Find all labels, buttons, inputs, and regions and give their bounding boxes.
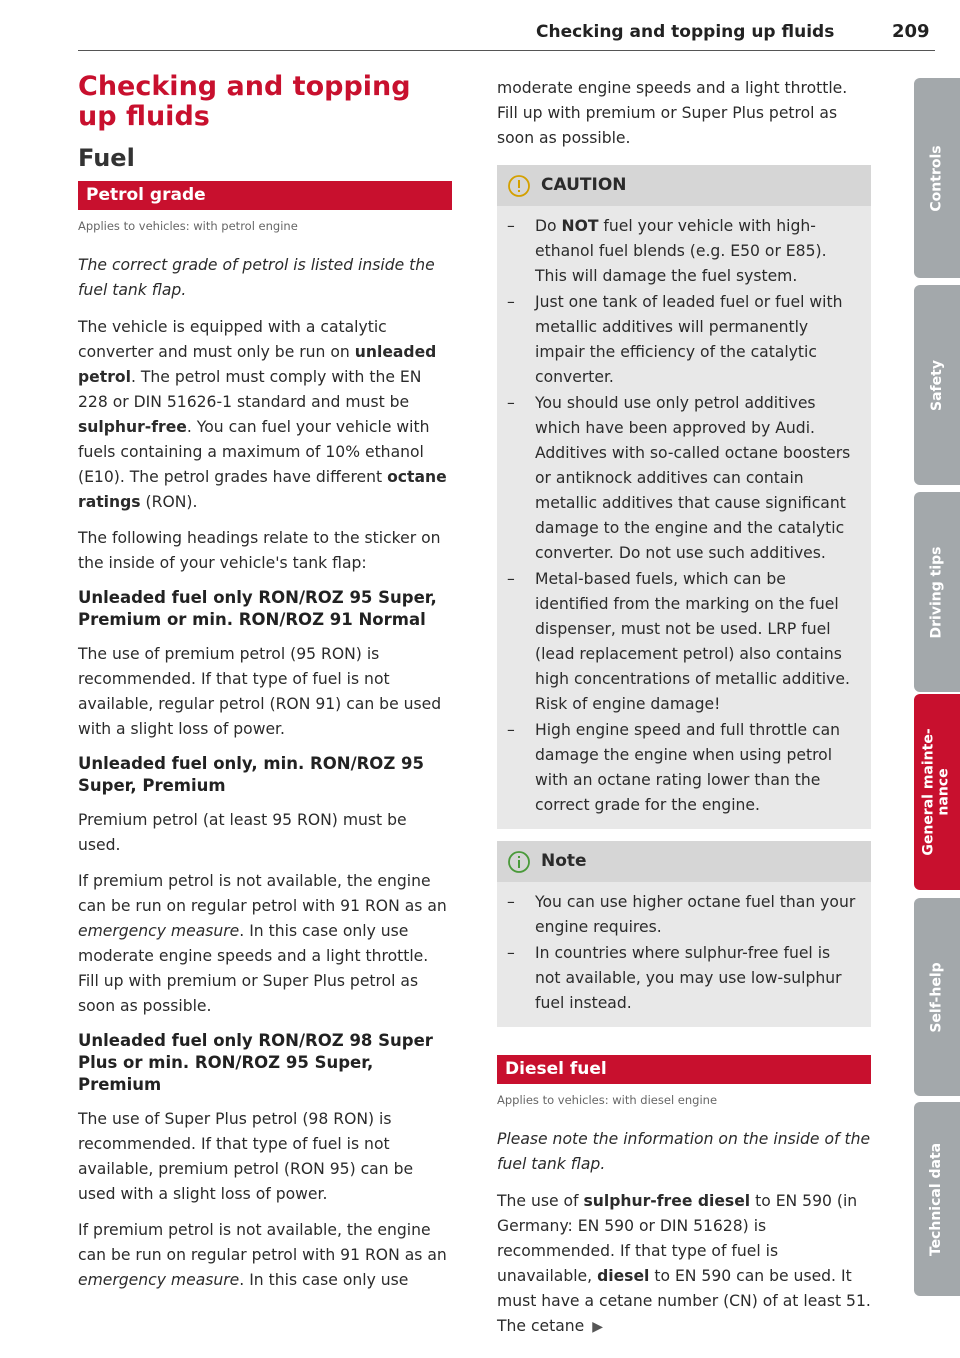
- text-run: The vehicle is equipped with a catalytic converter and must only be run on: [78, 318, 387, 361]
- italic-term: emergency measure: [78, 922, 240, 940]
- text-run: . In this case only use moderate engine speeds and a light throttle. Fill up with premium or Super Plus petrol as soon as possible.: [78, 922, 429, 1015]
- note-list: [507, 890, 859, 1016]
- tab-label: General mainte- nance: [921, 728, 952, 856]
- bold-term: octane ratings: [78, 468, 447, 511]
- page-number: 209: [892, 21, 930, 42]
- note-header: [497, 841, 871, 882]
- caution-item: – You should use only petrol additives which have been approved by Audi. Additives with so-called octane boosters or antiknock additives can contain metallic additives that cause significant damage to the engine and the catalytic converter. Do not use such additives.: [507, 391, 859, 566]
- caution-title: CAUTION: [541, 175, 627, 195]
- text-run: . You can fuel your vehicle with fuels containing a maximum of 10% ethanol (E10). The petrol grades have different: [78, 418, 430, 486]
- note-title: Note: [541, 851, 587, 871]
- paragraph-continued: moderate engine speeds and a light throttle. Fill up with premium or Super Plus petrol as soon as possible.: [497, 79, 848, 147]
- subheading-ron95-91: Unleaded fuel only RON/ROZ 95 Super, Premium or min. RON/ROZ 91 Normal: [78, 588, 437, 629]
- text-run: If premium petrol is not available, the engine can be run on regular petrol with 91 RON as an: [78, 872, 447, 915]
- italic-term: emergency measure: [78, 1271, 240, 1289]
- note-item: – You can use higher octane fuel than your engine requires.: [507, 890, 859, 940]
- caution-item: [507, 214, 859, 289]
- left-column: [78, 72, 452, 1304]
- right-column: [497, 76, 871, 1351]
- tab-general-maintenance[interactable]: [914, 694, 960, 890]
- note-item: – In countries where sulphur-free fuel is not available, you may use low-sulphur fuel instead.: [507, 941, 859, 1016]
- caution-list: [507, 214, 859, 818]
- header-divider: [78, 50, 935, 51]
- paragraph-catalytic: [78, 315, 452, 515]
- paragraph-emergency-1: [78, 869, 452, 1019]
- petrol-grade-heading: Petrol grade: [78, 181, 452, 210]
- tab-label: Self-help: [928, 961, 945, 1033]
- caution-icon: [507, 174, 531, 198]
- tab-label: Driving tips: [928, 546, 945, 638]
- bold-term: diesel: [597, 1267, 650, 1285]
- chapter-title: Checking and topping up fluids: [78, 71, 411, 132]
- paragraph-diesel: [497, 1189, 871, 1340]
- text-run: . In this case only use: [239, 1271, 409, 1289]
- bold-term: unleaded petrol: [78, 343, 437, 386]
- subheading-ron98: Unleaded fuel only RON/ROZ 98 Super Plus or min. RON/ROZ 95 Super, Premium: [78, 1031, 433, 1094]
- text-run: to EN 590 (in Germany: EN 590 or DIN 51628) is recommended. If that type of fuel is unavailable,: [497, 1192, 858, 1285]
- tab-driving-tips[interactable]: [914, 492, 960, 692]
- bold-term: sulphur-free diesel: [583, 1192, 751, 1210]
- running-header: Checking and topping up fluids: [536, 22, 835, 42]
- note-box: [497, 841, 871, 1027]
- tab-self-help[interactable]: [914, 898, 960, 1096]
- text-run: . The petrol must comply with the EN 228 or DIN 51626-1 standard and must be: [78, 368, 422, 411]
- text-run: If premium petrol is not available, the engine can be run on regular petrol with 91 RON as an: [78, 1221, 447, 1264]
- text-run: to EN 590 can be used. It must have a cetane number (CN) of at least 51. The cetane: [497, 1267, 871, 1335]
- diesel-fuel-heading: Diesel fuel: [497, 1055, 871, 1084]
- caution-box: [497, 165, 871, 829]
- text-run: fuel your vehicle with high-ethanol fuel blends (e.g. E50 or E85). This will damage the fuel system.: [535, 217, 827, 285]
- tab-label: Technical data: [928, 1142, 945, 1256]
- bold-term: sulphur-free: [78, 418, 187, 436]
- applies-to-note: Applies to vehicles: with petrol engine: [78, 219, 298, 233]
- caution-item: – Metal-based fuels, which can be identified from the marking on the fuel dispenser, must not be used. LRP fuel (lead replacement petrol) also contains high concentrations of metallic additive. Risk of engine damage!: [507, 567, 859, 717]
- bold-term: NOT: [561, 217, 599, 235]
- tab-label: Controls: [928, 144, 945, 212]
- subheading-ron95-min: Unleaded fuel only, min. RON/ROZ 95 Super, Premium: [78, 754, 425, 795]
- text-run: (RON).: [140, 493, 198, 511]
- info-icon: [507, 850, 531, 874]
- text-run: Do: [535, 217, 562, 235]
- paragraph-ron95-min: Premium petrol (at least 95 RON) must be used.: [78, 811, 407, 854]
- continue-arrow-icon: ▶: [592, 1319, 604, 1335]
- intro-text: The correct grade of petrol is listed inside the fuel tank flap.: [78, 256, 435, 299]
- tab-technical-data[interactable]: [914, 1102, 960, 1296]
- caution-item: – Just one tank of leaded fuel or fuel with metallic additives will permanently impair the efficiency of the catalytic converter.: [507, 290, 859, 390]
- paragraph-ron98: The use of Super Plus petrol (98 RON) is recommended. If that type of fuel is not available, premium petrol (RON 95) can be used with a slight loss of power.: [78, 1110, 414, 1203]
- tab-safety[interactable]: [914, 285, 960, 485]
- intro-text: Please note the information on the inside of the fuel tank flap.: [497, 1130, 871, 1173]
- paragraph-sticker: The following headings relate to the sticker on the inside of your vehicle's tank flap:: [78, 529, 441, 572]
- tab-label: Safety: [928, 359, 945, 411]
- caution-item: – High engine speed and full throttle can damage the engine when using petrol with an octane rating lower than the correct grade for the engine.: [507, 718, 859, 818]
- text-run: The use of: [497, 1192, 584, 1210]
- caution-header: [497, 165, 871, 206]
- tab-controls[interactable]: [914, 78, 960, 278]
- applies-to-note: Applies to vehicles: with diesel engine: [497, 1093, 718, 1107]
- paragraph-ron95-91: The use of premium petrol (95 RON) is recommended. If that type of fuel is not available, regular petrol (RON 91) can be used with a slight loss of power.: [78, 645, 442, 738]
- section-title: Fuel: [78, 144, 135, 172]
- paragraph-emergency-2: [78, 1218, 452, 1293]
